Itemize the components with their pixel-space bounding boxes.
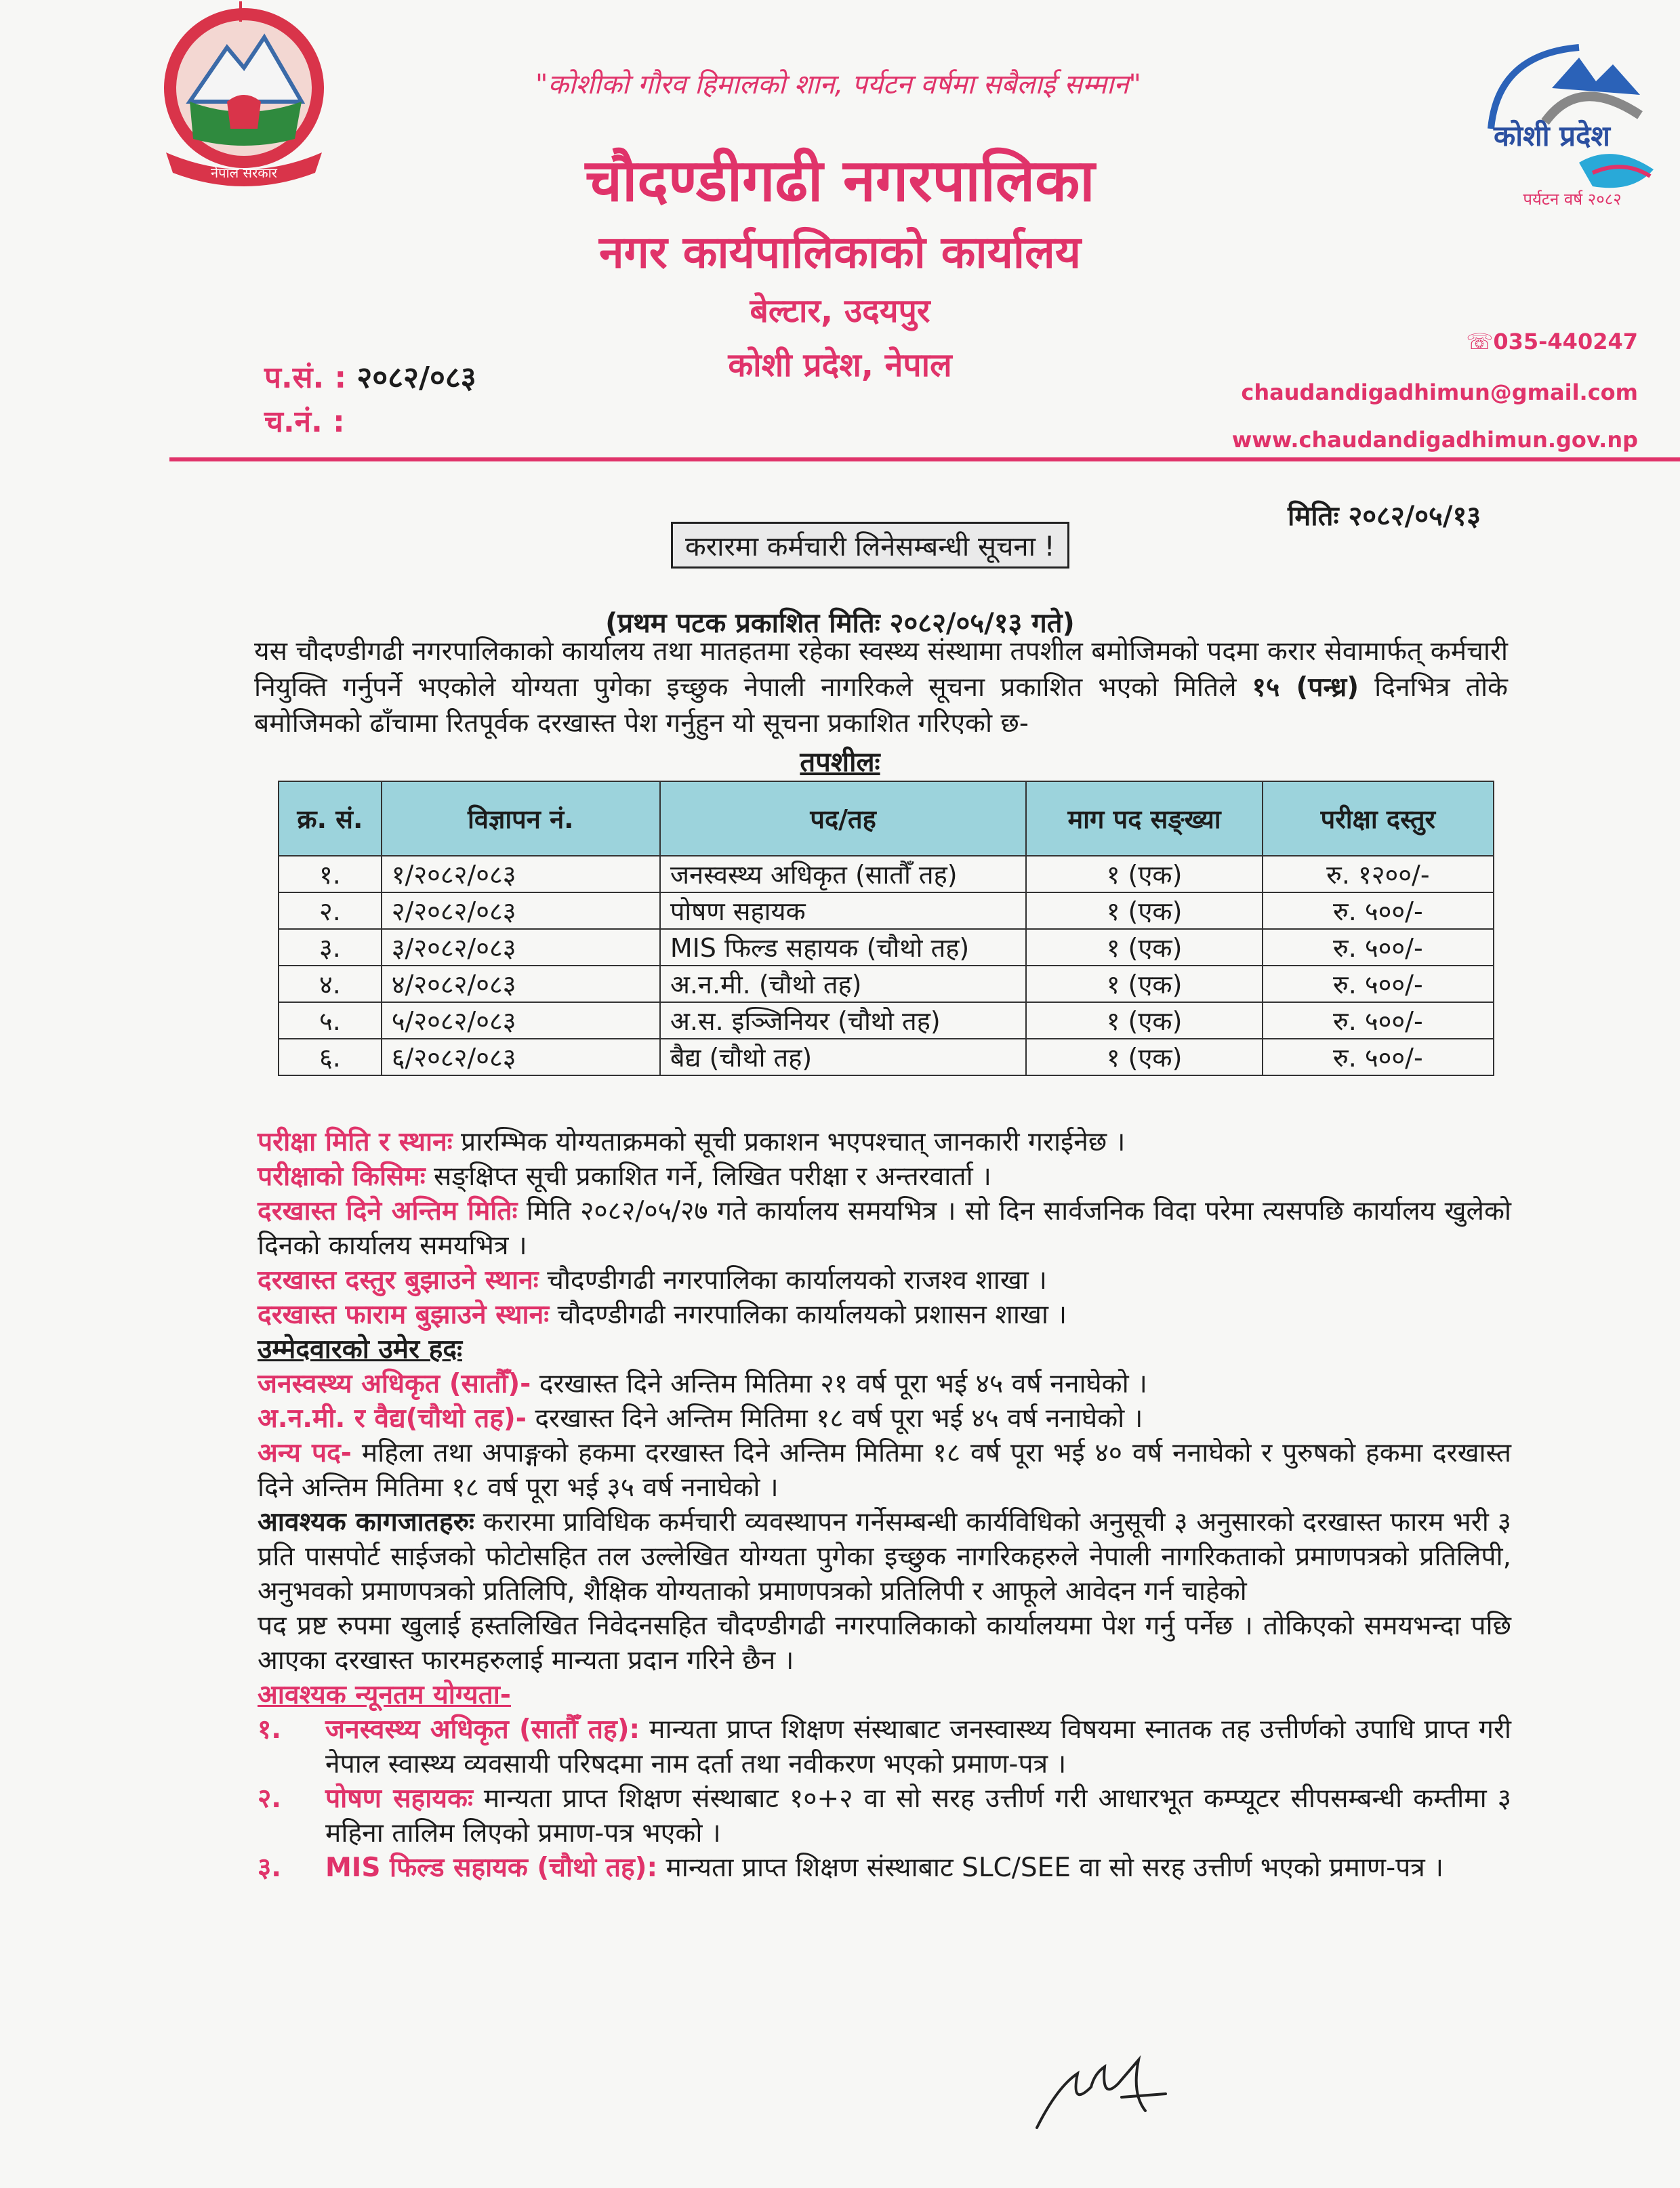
docs-label: आवश्यक कागजातहरुः [258, 1507, 474, 1537]
koshi-logo-text: कोशी प्रदेश [1494, 119, 1610, 152]
cell-post: बैद्य (चौथो तह) [660, 1039, 1027, 1075]
notice-title: करारमा कर्मचारी लिनेसम्बन्धी सूचना ! [671, 522, 1069, 569]
signature [1030, 2046, 1186, 2141]
age-2-label: अ.न.मी. र वैद्य(चौथो तह)- [258, 1403, 527, 1434]
qualifications-heading: आवश्यक न्यूनतम योग्यता- [258, 1680, 511, 1710]
cell-sn: १. [279, 856, 382, 892]
qualification-text [325, 1781, 1511, 1851]
fee-payment-place [258, 1263, 1511, 1298]
col-header-fee: परीक्षा दस्तुर [1263, 781, 1494, 856]
application-deadline [258, 1194, 1511, 1263]
office-address-line-2: कोशी प्रदेश, नेपाल [728, 346, 952, 384]
notice-date: मितिः २०८२/०५/१३ [1288, 501, 1481, 532]
qualification-item [258, 1851, 1511, 1885]
slogan: "कोशीको गौरव हिमालको शान, पर्यटन वर्षमा सबैलाई सम्मान" [535, 69, 1141, 100]
age-3-label: अन्य पद- [258, 1438, 352, 1468]
qualification-description: मान्यता प्राप्त शिक्षण संस्थाबाट १०+२ वा सो सरह उत्तीर्ण गरी आधारभूत कम्प्यूटर सीपसम्बन्धी कम्तीमा ३ महिना तालिम लिएको प्रमाण-पत्र भएको । [325, 1783, 1511, 1849]
required-documents-continued: पद प्रष्ट रुपमा खुलाई हस्तलिखित निवेदनसहित चौदण्डीगढी नगरपालिकाको कार्यालयमा पेश गर्नु पर्नेछ । तोकिएको समयभन्दा पछि आएका दरखास्त फारमहरुलाई मान्यता प्रदान गरिने छैन । [258, 1611, 1511, 1676]
details-heading: तपशीलः [800, 747, 880, 778]
age-limit-heading: उम्मेदवारको उमेर हदः [258, 1334, 462, 1365]
notice-body [258, 1125, 1511, 1885]
cell-fee: रु. ५००/- [1263, 1039, 1494, 1075]
form-place-label: दरखास्त फाराम बुझाउने स्थानः [258, 1300, 550, 1330]
koshi-logo-subtext: पर्यटन वर्ष २०८२ [1523, 190, 1622, 209]
cell-sn: ४. [279, 966, 382, 1002]
cell-post: जनस्वस्थ्य अधिकृत (सातौँ तह) [660, 856, 1027, 892]
phone-number: ☏035-440247 [1466, 329, 1638, 354]
reference-value: २०८२/०८३ [356, 360, 476, 395]
cell-quantity: १ (एक) [1026, 856, 1262, 892]
table-row [279, 1039, 1494, 1075]
cell-ad-no: ६/२०८२/०८३ [382, 1039, 660, 1075]
qualification-number: १. [258, 1714, 282, 1745]
website-link[interactable]: www.chaudandigadhimun.gov.np [1231, 427, 1638, 453]
cell-post: अ.न.मी. (चौथो तह) [660, 966, 1027, 1002]
age-1-text: दरखास्त दिने अन्तिम मितिमा २१ वर्ष पूरा भई ४५ वर्ष ननाघेको । [531, 1369, 1147, 1399]
exam-place-text: प्रारम्भिक योग्यताक्रमको सूची प्रकाशन भएपश्चात् जानकारी गराईनेछ । [452, 1127, 1126, 1157]
reference-number [264, 356, 476, 396]
cell-quantity: १ (एक) [1026, 1002, 1262, 1039]
cell-ad-no: ३/२०८२/०८३ [382, 929, 660, 966]
fee-place-text: चौदण्डीगढी नगरपालिका कार्यालयको राजश्व शाखा । [538, 1265, 1048, 1296]
reference-label: प.सं. : [264, 360, 347, 395]
intro-text-2: दिनभित्र तोके बमोजिमको ढाँचामा रितपूर्वक दरखास्त पेश गर्नुहुन यो सूचना प्रकाशित गरिएको छ- [254, 672, 1508, 739]
qualification-label: जनस्वस्थ्य अधिकृत (सातौँ तह): [325, 1714, 640, 1745]
cell-quantity: १ (एक) [1026, 929, 1262, 966]
docs-text: करारमा प्राविधिक कर्मचारी व्यवस्थापन गर्नेसम्बन्धी कार्यविधिको अनुसूची ३ अनुसारको दरखास्त फारम भरी ३ प्रति पासपोर्ट साईजको फोटोसहित तल उल्लेखित योग्यता पुगेका इच्छुक नागरिकहरुले नेपाली नागरिकताको प्रमाणपत्रको प्रतिलिपी, अनुभवको प्रमाणपत्रको प्रतिलिपि, शैक्षिक योग्यताको प्रमाणपत्रको प्रतिलिपी र आफूले आवेदन गर्न चाहेको [258, 1507, 1511, 1607]
table-row [279, 1002, 1494, 1039]
table-row [279, 856, 1494, 892]
header-divider [169, 457, 1680, 461]
cell-fee: रु. ५००/- [1263, 966, 1494, 1002]
cell-ad-no: २/२०८२/०८३ [382, 892, 660, 929]
age-2-text: दरखास्त दिने अन्तिम मितिमा १८ वर्ष पूरा भई ४५ वर्ष ननाघेको । [526, 1403, 1143, 1434]
exam-date-place [258, 1125, 1511, 1159]
cell-fee: रु. ५००/- [1263, 892, 1494, 929]
vacancy-table [278, 781, 1494, 1076]
cell-quantity: १ (एक) [1026, 1039, 1262, 1075]
col-header-quantity: माग पद सङ्ख्या [1026, 781, 1262, 856]
qualification-label: MIS फिल्ड सहायक (चौथो तह): [325, 1853, 658, 1883]
cell-sn: २. [279, 892, 382, 929]
cell-post: अ.स. इञ्जिनियर (चौथो तह) [660, 1002, 1027, 1039]
qualification-text [325, 1712, 1511, 1781]
qualification-label: पोषण सहायकः [325, 1783, 473, 1814]
cell-sn: ६. [279, 1039, 382, 1075]
dispatch-number-label: च.नं. : [264, 405, 345, 439]
age-1-label: जनस्वस्थ्य अधिकृत (सातौँ)- [258, 1369, 531, 1399]
cell-fee: रु. १२००/- [1263, 856, 1494, 892]
exam-place-label: परीक्षा मिति र स्थानः [258, 1127, 453, 1157]
fee-place-label: दरखास्त दस्तुर बुझाउने स्थानः [258, 1265, 539, 1296]
emblem-ribbon-text: नेपाल सरकार [211, 165, 277, 181]
qualification-number: २. [258, 1783, 282, 1814]
intro-paragraph [254, 634, 1508, 741]
col-header-sn: क्र. सं. [279, 781, 382, 856]
deadline-text: मिति २०८२/०५/२७ गते कार्यालय समयभित्र । सो दिन सार्वजनिक विदा परेमा त्यसपछि कार्यालय खुलेको दिनको कार्यालय समयभित्र । [258, 1196, 1511, 1261]
age-limit-health-officer [258, 1367, 1511, 1401]
qualification-description: मान्यता प्राप्त शिक्षण संस्थाबाट SLC/SEE वा सो सरह उत्तीर्ण भएको प्रमाण-पत्र । [657, 1853, 1444, 1883]
cell-ad-no: ५/२०८२/०८३ [382, 1002, 660, 1039]
table-row [279, 892, 1494, 929]
col-header-post: पद/तह [660, 781, 1027, 856]
office-address-line-1: बेल्टार, उदयपुर [750, 292, 930, 330]
email-address[interactable]: chaudandigadhimun@gmail.com [1241, 379, 1638, 405]
cell-ad-no: १/२०८२/०८३ [382, 856, 660, 892]
office-name: चौदण्डीगढी नगरपालिका [585, 147, 1095, 215]
office-subtitle: नगर कार्यपालिकाको कार्यालय [599, 226, 1081, 278]
exam-type [258, 1159, 1511, 1194]
age-3-text: महिला तथा अपाङ्गको हकमा दरखास्त दिने अन्तिम मितिमा १८ वर्ष पूरा भई ४० वर्ष ननाघेको र पुरुषको हकमा दरखास्त दिने अन्तिम मितिमा १८ वर्ष पूरा भई ३५ वर्ष ननाघेको । [258, 1438, 1511, 1503]
cell-ad-no: ४/२०८२/०८३ [382, 966, 660, 1002]
required-documents [258, 1505, 1511, 1609]
exam-type-label: परीक्षाको किसिमः [258, 1161, 426, 1192]
age-limit-other-posts [258, 1436, 1511, 1505]
cell-fee: रु. ५००/- [1263, 929, 1494, 966]
cell-post: पोषण सहायक [660, 892, 1027, 929]
exam-type-text: सङ्क्षिप्त सूची प्रकाशित गर्ने, लिखित परीक्षा र अन्तरवार्ता । [425, 1161, 991, 1192]
intro-text-1: यस चौदण्डीगढी नगरपालिकाको कार्यालय तथा मातहतमा रहेका स्वस्थ्य संस्थामा तपशील बमोजिमको पदमा करार सेवामार्फत् कर्मचारी नियुक्ति गर्नुपर्ने भएकोले योग्यता पुगेका इच्छुक नेपाली नागरिकले सूचना प्रकाशित भएको मितिले [254, 636, 1508, 703]
qualification-description: मान्यता प्राप्त शिक्षण संस्थाबाट जनस्वास्थ्य विषयमा स्नातक तह उत्तीर्णको उपाधि प्राप्त गरी नेपाल स्वास्थ्य व्यवसायी परिषदमा नाम दर्ता तथा नवीकरण भएको प्रमाण-पत्र । [325, 1714, 1511, 1779]
col-header-ad-no: विज्ञापन नं. [382, 781, 660, 856]
qualification-item [258, 1712, 1511, 1781]
table-header-row [279, 781, 1494, 856]
qualification-text [325, 1851, 1511, 1885]
cell-post: MIS फिल्ड सहायक (चौथो तह) [660, 929, 1027, 966]
table-row [279, 966, 1494, 1002]
qualification-item [258, 1781, 1511, 1851]
age-limit-anm-vaidya [258, 1401, 1511, 1436]
form-submission-place [258, 1298, 1511, 1332]
cell-quantity: १ (एक) [1026, 966, 1262, 1002]
cell-sn: ३. [279, 929, 382, 966]
first-published-date: (प्रथम पटक प्रकाशित मितिः २०८२/०५/१३ गते) [605, 608, 1075, 639]
cell-sn: ५. [279, 1002, 382, 1039]
qualification-number: ३. [258, 1853, 282, 1883]
cell-fee: रु. ५००/- [1263, 1002, 1494, 1039]
form-place-text: चौदण्डीगढी नगरपालिका कार्यालयको प्रशासन शाखा । [549, 1300, 1067, 1330]
cell-quantity: १ (एक) [1026, 892, 1262, 929]
deadline-label: दरखास्त दिने अन्तिम मितिः [258, 1196, 518, 1226]
intro-days: १५ (पन्ध्र) [1252, 672, 1359, 703]
table-row [279, 929, 1494, 966]
